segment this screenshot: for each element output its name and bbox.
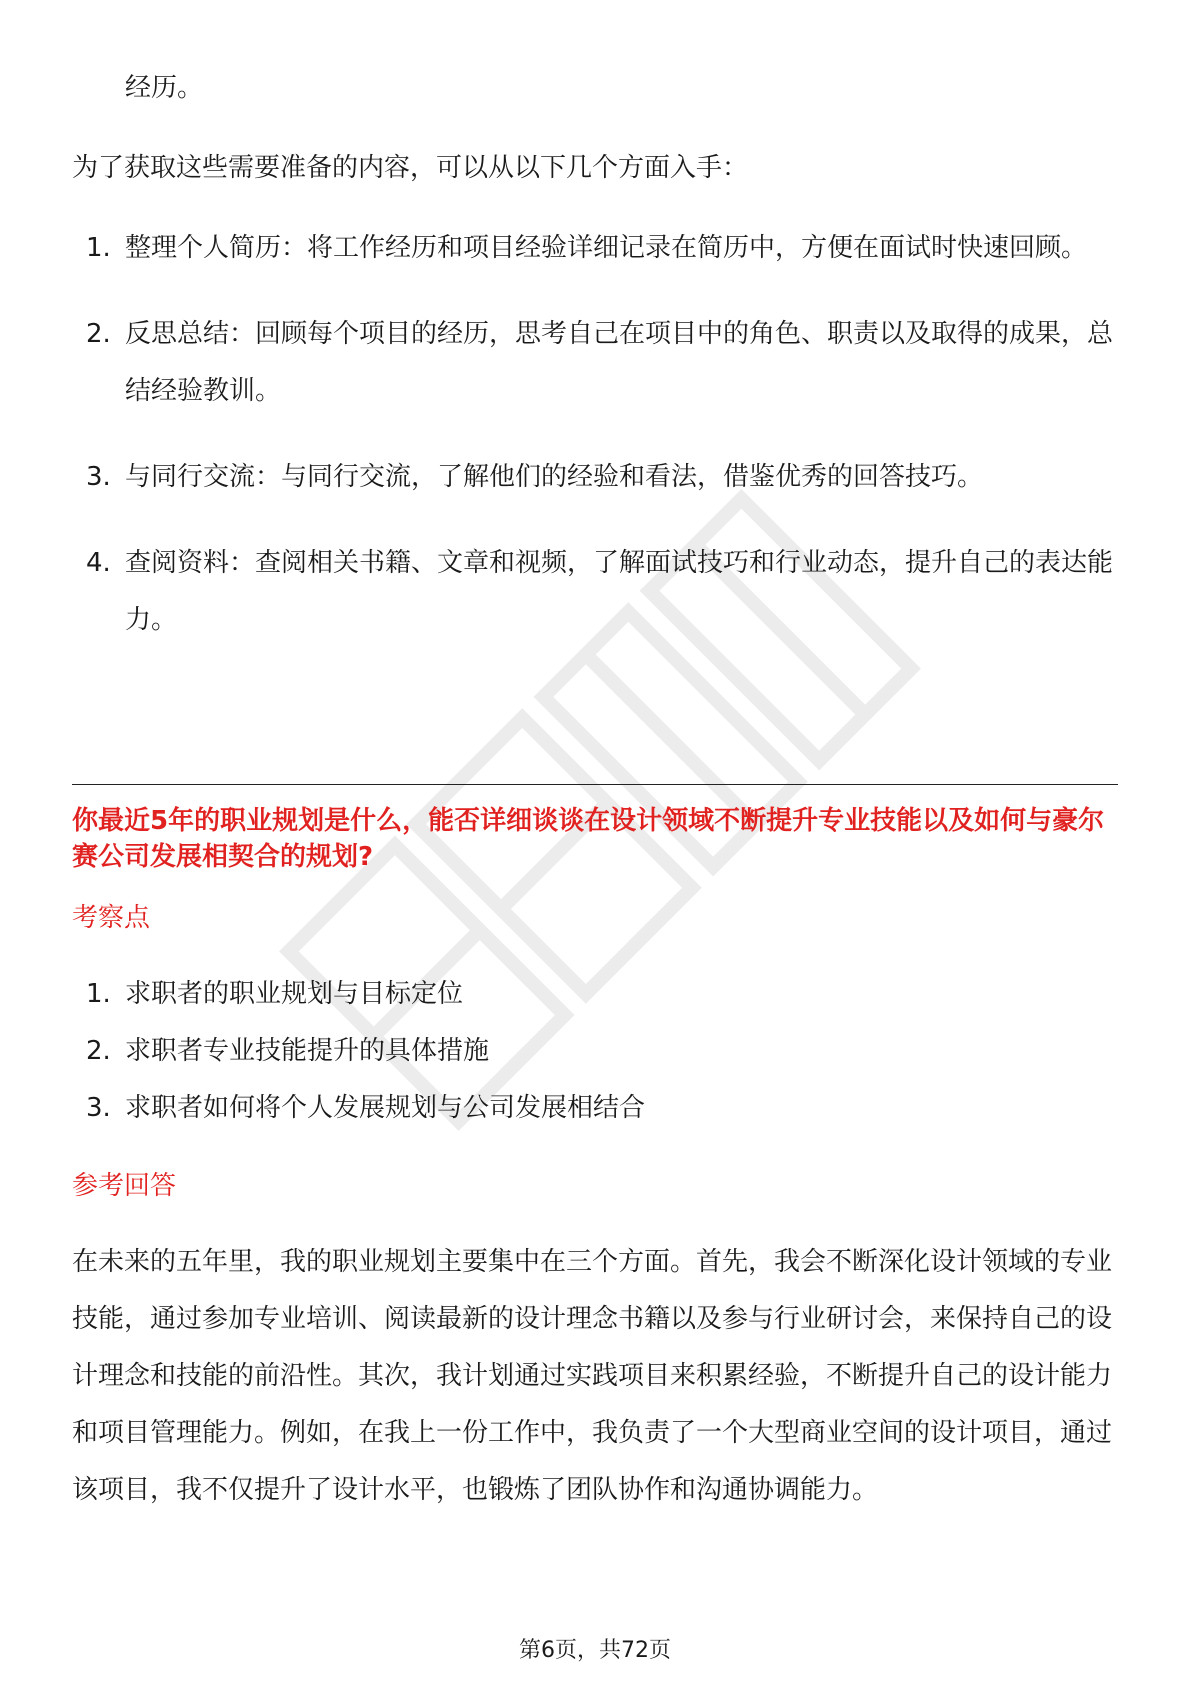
list-item xyxy=(72,306,1118,420)
intro-paragraph: 为了获取这些需要准备的内容，可以从以下几个方面入手： xyxy=(72,153,749,183)
interview-question: 你最近5年的职业规划是什么，能否详细谈谈在设计领域不断提升专业技能以及如何与豪尔赛公司发展相契合的规划? xyxy=(72,806,1105,872)
focus-title: 考察点 xyxy=(72,903,151,933)
list-number: 2. xyxy=(86,319,111,349)
list-number: 4. xyxy=(86,548,111,578)
list-item xyxy=(72,449,1118,506)
answer-paragraph: 在未来的五年里，我的职业规划主要集中在三个方面。首先，我会不断深化设计领域的专业技能，通过参加专业培训、阅读最新的设计理念书籍以及参与行业研讨会，来保持自己的设计理念和技能的前沿性。其次，我计划通过实践项目来积累经验，不断提升自己的设计能力和项目管理能力。例如，在我上一份工作中，我负责了一个大型商业空间的设计项目，通过该项目，我不仅提升了设计水平，也锻炼了团队协作和沟通协调能力。 xyxy=(72,1247,1113,1505)
list-number: 2. xyxy=(86,1036,111,1066)
section-divider xyxy=(72,784,1118,785)
list-item-text: 求职者专业技能提升的具体措施 xyxy=(125,1036,490,1066)
list-item-text: 反思总结：回顾每个项目的经历，思考自己在项目中的角色、职责以及取得的成果，总结经验教训。 xyxy=(125,319,1114,406)
continuation-text: 经历。 xyxy=(125,73,204,103)
list-item-text: 求职者的职业规划与目标定位 xyxy=(125,979,464,1009)
list-item xyxy=(72,1080,1118,1137)
list-item xyxy=(72,535,1118,649)
answer-title: 参考回答 xyxy=(72,1171,177,1201)
list-item-text: 整理个人简历：将工作经历和项目经验详细记录在简历中，方便在面试时快速回顾。 xyxy=(125,233,1088,263)
list-item xyxy=(72,966,1118,1023)
focus-list xyxy=(72,966,1118,1137)
prep-list xyxy=(72,220,1118,678)
page-footer: 第6页，共72页 xyxy=(519,1638,671,1663)
list-item xyxy=(72,1023,1118,1080)
list-number: 3. xyxy=(86,1093,111,1123)
list-item-text: 与同行交流：与同行交流，了解他们的经验和看法，借鉴优秀的回答技巧。 xyxy=(125,462,984,492)
list-item-text: 求职者如何将个人发展规划与公司发展相结合 xyxy=(125,1093,646,1123)
list-item xyxy=(72,220,1118,277)
list-number: 1. xyxy=(86,979,111,1009)
list-number: 3. xyxy=(86,462,111,492)
list-number: 1. xyxy=(86,233,111,263)
list-item-text: 查阅资料：查阅相关书籍、文章和视频，了解面试技巧和行业动态，提升自己的表达能力。 xyxy=(125,548,1114,635)
